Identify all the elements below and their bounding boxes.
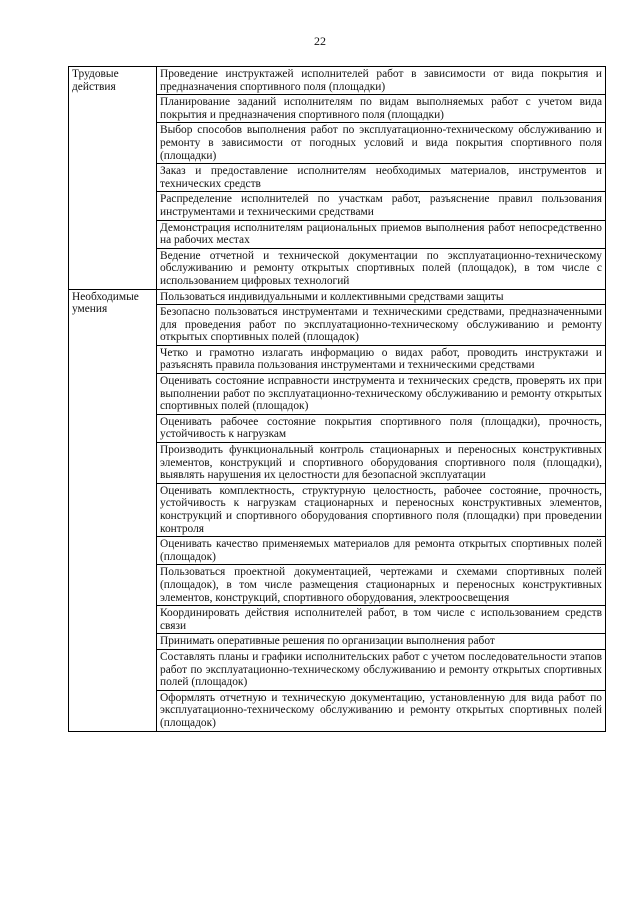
page-number: 22 (314, 34, 326, 48)
table-cell: Ведение отчетной и технической документации по эксплуатационно-техническому обслуживанию и ремонту открытых спортивных полей (площадок), в том числе с использованием цифровых технологий (157, 248, 606, 289)
table-cell: Безопасно пользоваться инструментами и техническими средствами, предназначенными для проведения работ по эксплуатационно-техническому обслуживанию и ремонту открытых спортивных полей (площадок) (157, 305, 606, 346)
table-cell: Оценивать качество применяемых материалов для ремонта открытых спортивных полей (площадок) (157, 537, 606, 565)
table-cell: Заказ и предоставление исполнителям необходимых материалов, инструментов и технических средств (157, 164, 606, 192)
table-cell: Пользоваться индивидуальными и коллективными средствами защиты (157, 289, 606, 305)
table-cell: Оценивать состояние исправности инструмента и технических средств, проверять их при выполнении работ по эксплуатационно-техническому обслуживанию и ремонту открытых спортивных полей (площадок) (157, 374, 606, 415)
table-cell: Четко и грамотно излагать информацию о видах работ, проводить инструктажи и разъяснять правила пользования инструментами и техническими средствами (157, 345, 606, 373)
section-label-required-skills: Необходимые умения (69, 289, 157, 731)
table-cell: Проведение инструктажей исполнителей работ в зависимости от вида покрытия и предназначения спортивного поля (площадки) (157, 67, 606, 95)
table-cell: Составлять планы и графики исполнительских работ с учетом последовательности этапов работ по эксплуатационно-техническому обслуживанию и ремонту открытых спортивных полей (площадок) (157, 649, 606, 690)
requirements-table (68, 66, 606, 732)
table-cell: Демонстрация исполнителям рациональных приемов выполнения работ непосредственно на рабочих местах (157, 220, 606, 248)
table-cell: Планирование заданий исполнителям по видам выполняемых работ с учетом вида покрытия и предназначения спортивного поля (площадки) (157, 95, 606, 123)
table-row (69, 289, 606, 305)
table-cell: Оценивать комплектность, структурную целостность, рабочее состояние, прочность, устойчивость к нагрузкам стационарных и переносных конструктивных элементов, конструкций и спортивного оборудования спортивного поля (площадки) при проведении контроля (157, 483, 606, 536)
table-cell: Производить функциональный контроль стационарных и переносных конструктивных элементов, конструкций и спортивного оборудования спортивного поля (площадки), выявлять нарушения их целостности для безопасной эксплуатации (157, 443, 606, 484)
table-cell: Оценивать рабочее состояние покрытия спортивного поля (площадки), прочность, устойчивость к нагрузкам (157, 414, 606, 442)
table-cell: Выбор способов выполнения работ по эксплуатационно-техническому обслуживанию и ремонту в зависимости от погодных условий и вида покрытия спортивного поля (площадки) (157, 123, 606, 164)
table-row (69, 67, 606, 95)
table-cell: Координировать действия исполнителей работ, в том числе с использованием средств связи (157, 606, 606, 634)
section-label-labor-actions: Трудовые действия (69, 67, 157, 290)
table-cell: Оформлять отчетную и техническую документацию, установленную для вида работ по эксплуатационно-техническому обслуживанию и ремонту открытых спортивных полей (площадок) (157, 690, 606, 731)
table-cell: Распределение исполнителей по участкам работ, разъяснение правил пользования инструментами и техническими средствами (157, 192, 606, 220)
table-cell: Пользоваться проектной документацией, чертежами и схемами спортивных полей (площадок), в том числе размещения стационарных и переносных конструктивных элементов, конструкций, спортивного оборудования, электроосвещения (157, 565, 606, 606)
table-cell: Принимать оперативные решения по организации выполнения работ (157, 634, 606, 650)
